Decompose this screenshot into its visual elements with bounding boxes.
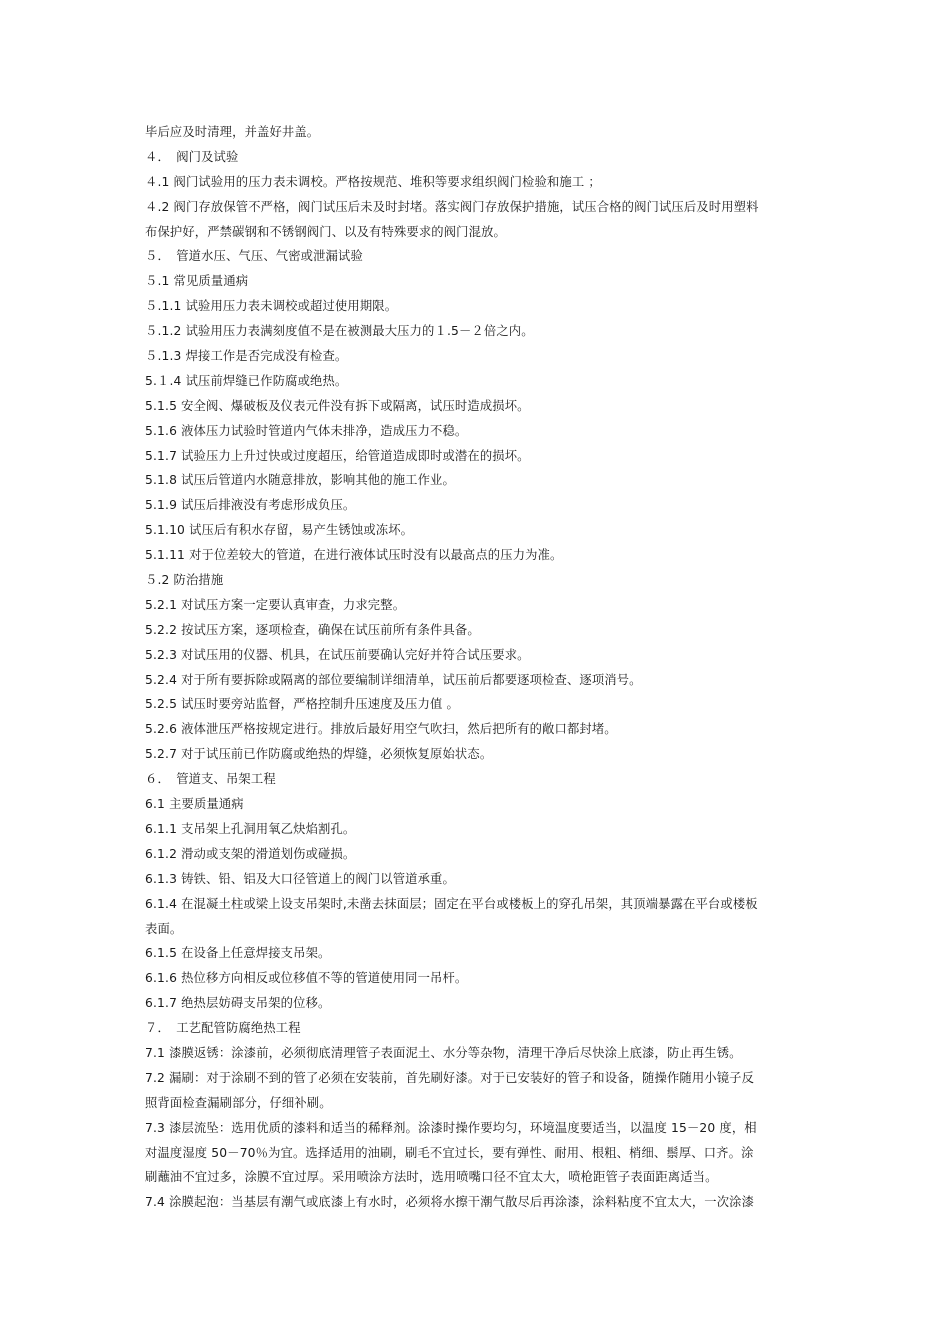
text-line: ７． 工艺配管防腐绝热工程 [145, 1021, 301, 1036]
text-line: ５.1.1 试验用压力表未调校或超过使用期限。 [145, 299, 398, 314]
text-line: 刷蘸油不宜过多，涂膜不宜过厚。采用喷涂方法时，选用喷嘴口径不宜太大，喷枪距管子表面距离适当。 [145, 1170, 718, 1185]
text-line: ５.1 常见质量通病 [145, 274, 249, 289]
text-line: 6.1.2 滑动或支架的滑道划伤或碰损。 [145, 846, 356, 861]
text-line: 5.1.8 试压后管道内水随意排放，影响其他的施工作业。 [145, 473, 455, 488]
text-line: 5.1.5 安全阀、爆破板及仪表元件没有拆下或隔离，试压时造成损坏。 [145, 398, 530, 413]
text-line: ４.2 阀门存放保管不严格，阀门试压后未及时封堵。落实阀门存放保护措施，试压合格的阀门试压后及时用塑料 [145, 199, 759, 214]
text-line: ４.1 阀门试验用的压力表未调校。严格按规范、堆积等要求组织阀门检验和施工 ； [145, 174, 601, 189]
text-line: 6.1.3 铸铁、铅、铝及大口径管道上的阀门以管道承重。 [145, 871, 455, 886]
text-line: 5.2.7 对于试压前已作防腐或绝热的焊缝，必须恢复原始状态。 [145, 747, 493, 762]
text-line: 6.1.1 支吊架上孔洞用氧乙炔焰割孔。 [145, 821, 356, 836]
text-line: ５.1.2 试验用压力表满刻度值不是在被测最大压力的１.5－２倍之内。 [145, 324, 534, 339]
text-line: 对温度湿度 50－70％为宜。选择适用的油刷，刷毛不宜过长，要有弹性、耐用、根粗、梢细、鬃厚、口齐。涂 [145, 1145, 754, 1160]
text-line: 5.2.5 试压时要旁站监督，严格控制升压速度及压力值 。 [145, 697, 459, 712]
text-line: ５.2 防治措施 [145, 573, 224, 588]
text-line: 表面。 [145, 921, 183, 936]
text-line: 5.1.10 试压后有积水存留，易产生锈蚀或冻坏。 [145, 523, 414, 538]
text-line: 6.1.4 在混凝土柱或梁上设支吊架时,未凿去抹面层；固定在平台或楼板上的穿孔吊架，其顶端暴露在平台或楼板 [145, 896, 758, 911]
text-line: ４． 阀门及试验 [145, 149, 239, 164]
text-line: 7.4 涂膜起泡：当基层有潮气或底漆上有水时，必须将水擦干潮气散尽后再涂漆，涂料粘度不宜太大，一次涂漆 [145, 1195, 755, 1210]
text-line: 7.1 漆膜返锈：涂漆前，必须彻底清理管子表面泥土、水分等杂物，清理干净后尽快涂上底漆，防止再生锈。 [145, 1045, 742, 1060]
text-line: 布保护好，严禁碳钢和不锈钢阀门、以及有特殊要求的阀门混放。 [145, 224, 506, 239]
text-line: 5.2.4 对于所有要拆除或隔离的部位要编制详细清单，试压前后都要逐项检查、逐项消号。 [145, 672, 642, 687]
document-body [145, 120, 813, 1215]
text-line: 5.2.2 按试压方案，逐项检查，确保在试压前所有条件具备。 [145, 622, 480, 637]
text-line: 毕后应及时清理，并盖好井盖。 [145, 125, 320, 139]
text-line: 5.2.6 液体泄压严格按规定进行。排放后最好用空气吹扫，然后把所有的敞口都封堵。 [145, 722, 617, 737]
text-line: ５． 管道水压、气压、气密或泄漏试验 [145, 249, 363, 264]
text-line: 5.1.6 液体压力试验时管道内气体未排净，造成压力不稳。 [145, 423, 468, 438]
text-line: 5.1.9 试压后排液没有考虑形成负压。 [145, 498, 356, 513]
text-line: 5.2.1 对试压方案一定要认真审查，力求完整。 [145, 597, 406, 612]
text-line: 5.1.7 试验压力上升过快或过度超压，给管道造成即时或潜在的损坏。 [145, 448, 530, 463]
text-line: 6.1.7 绝热层妨碍支吊架的位移。 [145, 996, 331, 1011]
text-line: ５.1.3 焊接工作是否完成没有检查。 [145, 349, 348, 364]
text-line: 5.2.3 对试压用的仪器、机具，在试压前要确认完好并符合试压要求。 [145, 647, 530, 662]
text-line: 6.1.6 热位移方向相反或位移值不等的管道使用同一吊杆。 [145, 971, 468, 986]
text-line: ６． 管道支、吊架工程 [145, 772, 276, 787]
text-line: 6.1 主要质量通病 [145, 797, 244, 812]
text-line: 7.2 漏刷：对于涂刷不到的管了必须在安装前，首先刷好漆。对于已安装好的管子和设备，随操作随用小镜子反 [145, 1070, 755, 1085]
text-line: 5.１.4 试压前焊缝已作防腐或绝热。 [145, 373, 348, 388]
text-line: 7.3 漆层流坠：选用优质的漆料和适当的稀释剂。涂漆时操作要均匀，环境温度要适当，以温度 15－20 度，相 [145, 1120, 757, 1135]
text-line: 6.1.5 在设备上任意焊接支吊架。 [145, 946, 331, 961]
text-line: 照背面检查漏刷部分，仔细补刷。 [145, 1095, 332, 1110]
text-line: 5.1.11 对于位差较大的管道，在进行液体试压时没有以最高点的压力为准。 [145, 548, 563, 563]
